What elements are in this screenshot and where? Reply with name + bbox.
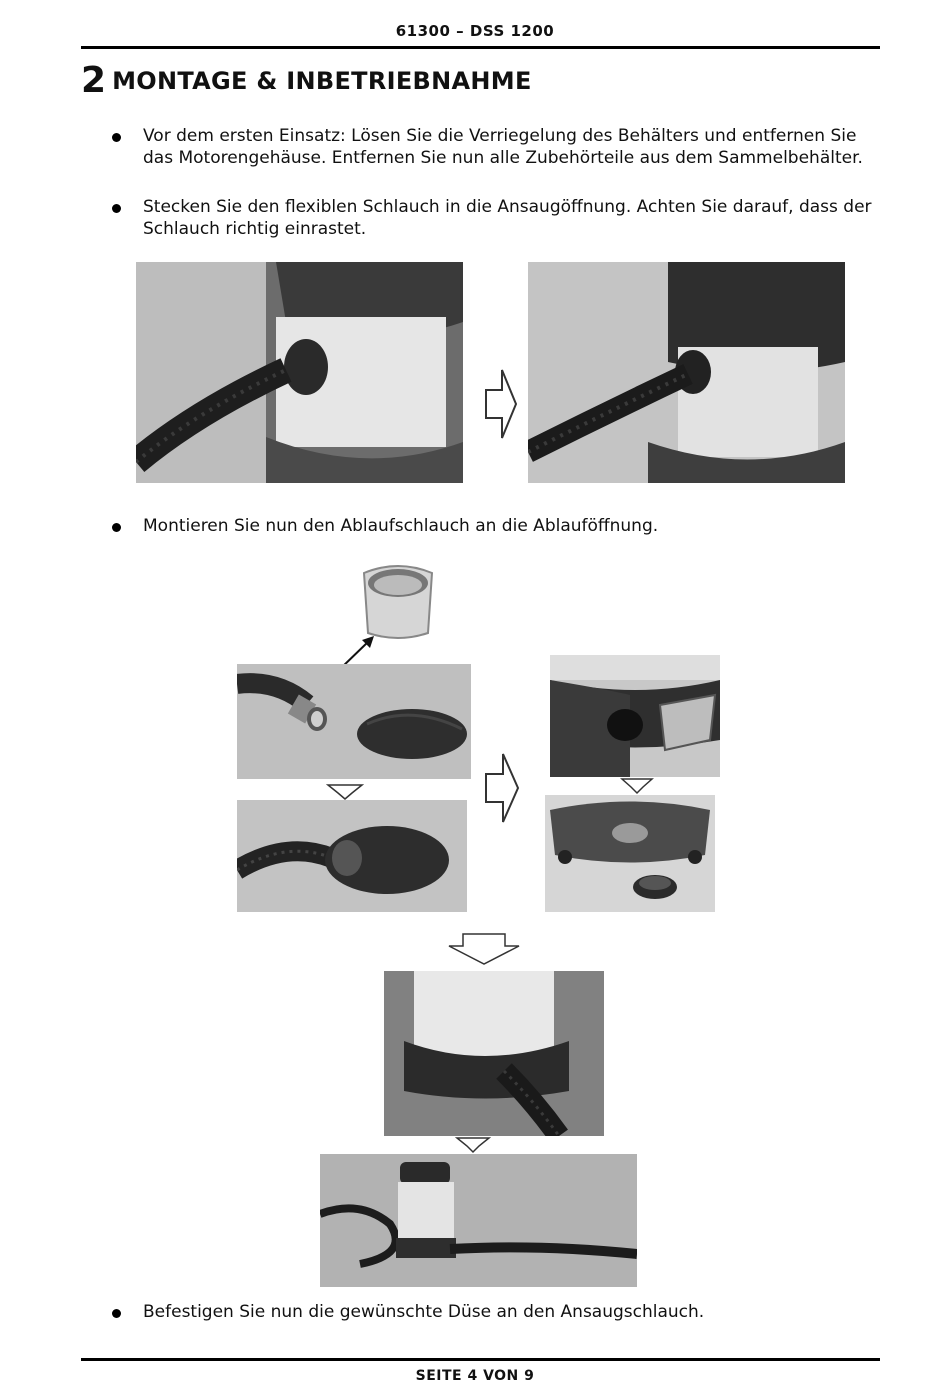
photo-drain-hose-mounted (384, 971, 604, 1136)
bullet-text: Vor dem ersten Einsatz: Lösen Sie die Verriegelung des Behälters und entfernen Sie das Motorengehäuse. Entfernen Sie nun alle Zubehörteile aus dem Sammelbehälter. (143, 126, 863, 168)
arrow-down-icon (455, 1136, 491, 1154)
bullet-text: Montieren Sie nun den Ablaufschlauch an die Ablauföffnung. (143, 516, 659, 536)
footer-rule (81, 1358, 880, 1361)
photo-drain-hose-and-bag (237, 664, 471, 779)
header-rule (81, 46, 880, 49)
section-title: MONTAGE & INBETRIEBNAHME (112, 66, 532, 95)
section-heading (81, 60, 532, 101)
bullet-dot (112, 523, 121, 532)
photo-hose-insert-after (528, 262, 845, 483)
arrow-down-icon (326, 783, 364, 801)
bullet-dot (112, 204, 121, 213)
photo-base-cap-removed (545, 795, 715, 912)
arrow-right-icon (484, 368, 518, 440)
bullet-dot (112, 1309, 121, 1318)
page-footer: SEITE 4 VON 9 (415, 1368, 535, 1384)
arrow-down-icon (620, 777, 654, 795)
photo-container-base-opening (550, 655, 720, 777)
arrow-right-icon (484, 752, 520, 824)
bullet-text: Stecken Sie den flexiblen Schlauch in die Ansaugöffnung. Achten Sie darauf, dass der Schlauch richtig einrastet. (143, 197, 872, 239)
bullet-text: Befestigen Sie nun die gewünschte Düse an den Ansaugschlauch. (143, 1302, 705, 1322)
arrow-down-icon (447, 932, 521, 966)
document-header: 61300 – DSS 1200 (395, 22, 555, 40)
photo-vacuum-complete (320, 1154, 637, 1287)
photo-hose-insert-before (136, 262, 463, 483)
photo-drain-hose-attached (237, 800, 467, 912)
bullet-dot (112, 133, 121, 142)
section-number: 2 (81, 60, 107, 101)
